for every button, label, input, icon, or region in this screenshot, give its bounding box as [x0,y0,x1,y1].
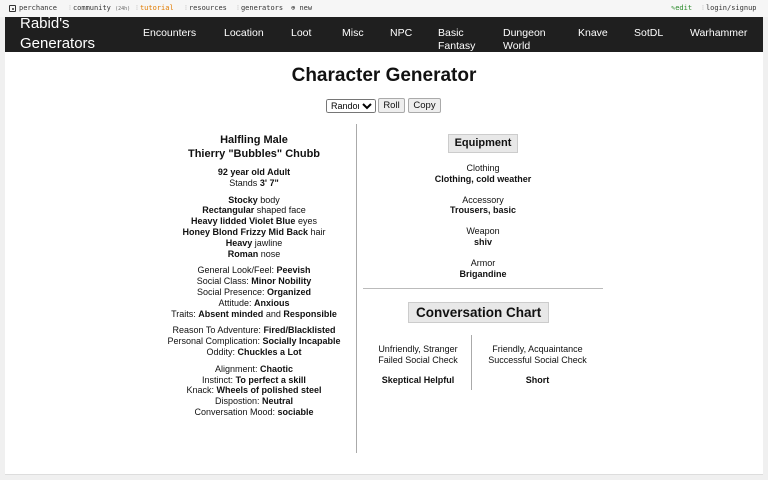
reason-value: Fired/Blacklisted [263,325,336,336]
character-details [155,134,353,418]
equipment-section [363,134,603,279]
look-value: Peevish [276,265,311,276]
presence-line [155,287,353,298]
reason-label: Reason To Adventure: [172,325,261,336]
site-brand[interactable]: Rabid's Generators [20,15,96,52]
community-badge: (24h) [115,6,131,12]
attitude-value: Anxious [254,297,290,308]
new-label: new [299,4,313,12]
alignment-value: Chaotic [260,363,294,374]
main-content [5,52,763,475]
attitude-line [155,298,353,309]
jaw-label: jawline [254,237,283,248]
conv-right-line1: Friendly, Acquaintance [492,344,583,354]
knack-label: Knack: [186,385,214,396]
equipment-weapon [363,226,603,248]
nav-location[interactable]: Location [224,27,264,39]
clothing-label: Clothing [466,163,500,173]
nose-label: nose [260,248,281,259]
nav-knave[interactable]: Knave [578,27,608,39]
conversation-left [368,344,468,385]
knack-line [155,385,353,396]
nose-value: Roman [227,248,259,259]
equipment-armor [363,258,603,280]
edit-link[interactable] [671,4,692,12]
section-divider [363,288,603,289]
equipment-header[interactable]: Equipment [448,134,519,153]
perchance-label: perchance [19,4,57,12]
stands-label: Stands [229,177,258,188]
mood-line [155,407,353,418]
oddity-label: Oddity: [206,346,235,357]
trait-1: Absent minded [198,308,264,319]
nav-dungeon-world[interactable]: Dungeon World [503,27,546,52]
trait-2: Responsible [283,308,337,319]
generators-link[interactable]: ⁞ generators [237,4,284,12]
nav-warhammer[interactable]: Warhammer [690,27,748,39]
accessory-label: Accessory [462,194,504,205]
height-value: 3' 7" [259,177,279,188]
traits-label: Traits: [171,308,196,319]
complication-label: Personal Complication: [167,336,260,347]
weapon-value: shiv [473,236,492,247]
mode-select[interactable] [326,99,376,113]
equipment-accessory [363,195,603,217]
page-title: Character Generator [291,65,477,86]
disposition-value: Neutral [262,396,294,407]
nose-line [155,249,353,260]
clothing-value: Clothing, cold weather [434,173,532,184]
oddity-line [155,347,353,358]
conv-right-line2: Successful Social Check [488,354,587,365]
class-value: Minor Nobility [251,276,312,287]
face-line [155,205,353,216]
conv-left-line2: Failed Social Check [378,354,458,365]
nav-encounters[interactable]: Encounters [143,27,197,39]
armor-label: Armor [470,257,496,268]
armor-value: Brigandine [459,268,507,279]
conversation-right [475,344,600,385]
tutorial-link[interactable]: ⁞ tutorial [136,4,174,12]
conversation-header[interactable]: Conversation Chart [408,302,549,323]
dice-icon [9,5,16,12]
oddity-value: Chuckles a Lot [237,346,302,357]
face-value: Rectangular [202,205,255,216]
character-name: Thierry "Bubbles" Chubb [187,147,321,160]
login-label: login/signup [705,4,757,12]
nav-misc[interactable]: Misc [342,27,364,39]
column-divider [356,124,357,453]
plus-icon: ⊕ [291,4,296,12]
mood-value: sociable [277,406,314,417]
pencil-icon: ✎ [671,4,676,12]
presence-value: Organized [267,286,312,297]
body-value: Stocky [228,194,258,205]
class-line [155,276,353,287]
knack-value: Wheels of polished steel [216,385,322,396]
attitude-label: Attitude: [218,297,252,308]
hair-label: hair [310,226,326,237]
tutorial-label: tutorial [139,4,174,12]
resources-link[interactable]: ⁞ resources [185,4,227,12]
login-link[interactable]: ⁞ login/signup [702,4,757,12]
generators-label: generators [240,4,284,12]
alignment-line [155,364,353,375]
look-line [155,265,353,276]
perchance-link[interactable] [9,4,57,12]
nav-sotdl[interactable]: SotDL [634,27,664,39]
height-line [155,178,353,189]
complication-value: Socially Incapable [262,336,341,347]
mood-label: Conversation Mood: [194,406,275,417]
reason-line [155,325,353,336]
class-label: Social Class: [196,276,249,287]
age-value: 92 year old Adult [217,167,291,177]
jaw-line [155,238,353,249]
main-navbar [5,17,763,52]
nav-basic-fantasy[interactable]: Basic Fantasy [438,27,476,52]
eyes-line [155,216,353,227]
new-link[interactable] [291,4,312,12]
equipment-clothing [363,163,603,185]
instinct-value: To perfect a skill [235,374,306,385]
body-line [155,195,353,206]
conv-right-result: Short [525,374,550,385]
look-label: General Look/Feel: [197,265,274,276]
hair-line [155,227,353,238]
accessory-value: Trousers, basic [449,205,517,216]
disposition-line [155,396,353,407]
complication-line [155,336,353,347]
hair-value: Honey Blond Frizzy Mid Back [182,226,308,237]
instinct-label: Instinct: [202,374,234,385]
traits-and: and [265,308,281,319]
nav-loot[interactable]: Loot [291,27,312,39]
community-link[interactable]: ⁞ community (24h) [69,4,131,12]
conv-left-line1: Unfriendly, Stranger [378,344,458,354]
presence-label: Social Presence: [196,286,265,297]
age-line [155,167,353,178]
instinct-line [155,375,353,386]
roll-button[interactable]: Roll [378,98,405,113]
copy-button[interactable]: Copy [408,98,441,113]
alignment-label: Alignment: [214,363,258,374]
race-gender: Halfling Male [220,134,288,146]
community-label: community [72,4,111,12]
traits-line [155,309,353,320]
jaw-value: Heavy [225,237,253,248]
edit-label: edit [675,4,693,12]
weapon-label: Weapon [466,226,500,237]
eyes-label: eyes [297,216,317,227]
conversation-divider [471,335,472,390]
resources-label: resources [188,4,227,12]
body-label: body [260,194,280,205]
eyes-value: Heavy lidded Violet Blue [191,216,296,227]
face-label: shaped face [256,205,306,216]
disposition-label: Dispostion: [214,396,260,407]
nav-npc[interactable]: NPC [390,27,413,39]
conv-left-result: Skeptical Helpful [381,374,455,385]
